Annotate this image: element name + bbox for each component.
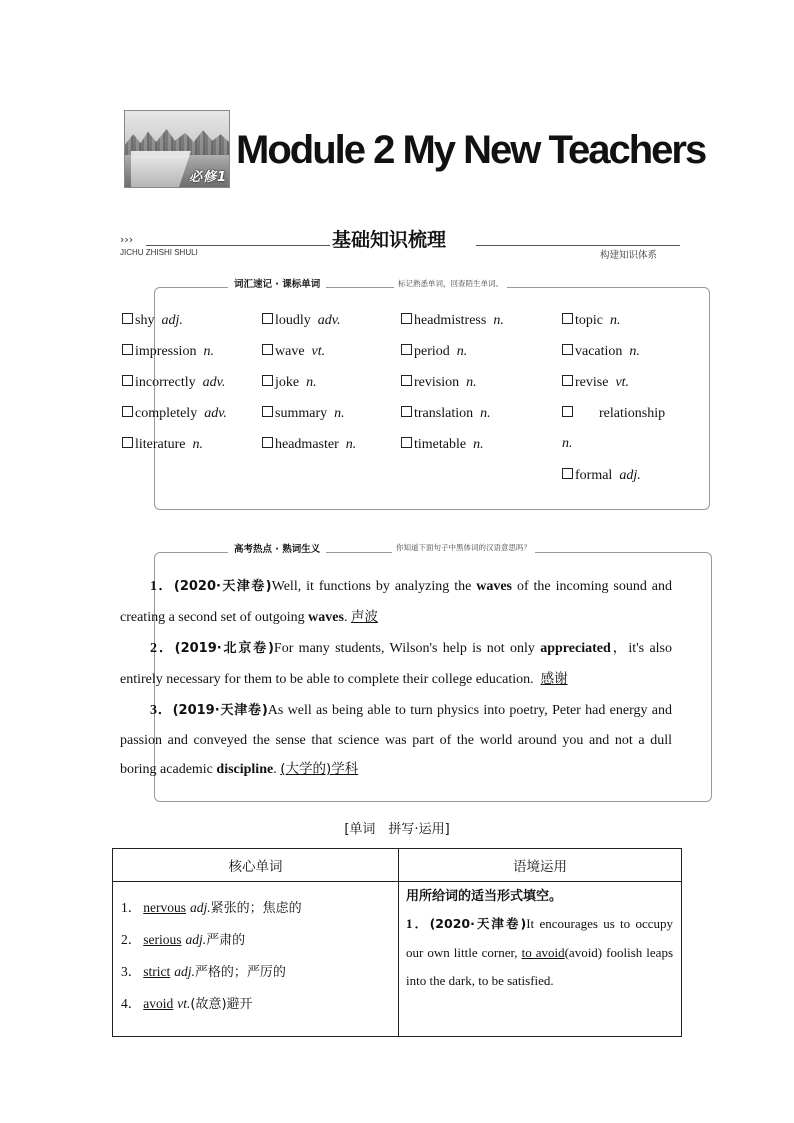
chevron-icon: ››› — [120, 233, 134, 246]
vocab-word: literature — [135, 437, 186, 452]
vocab-word: summary — [275, 406, 328, 421]
vocab-item — [262, 375, 317, 391]
hot-sentence-2: 2．(2019·北京卷)For many students, Wilson's help is not only appreciated，it's also entirely necessary for them to be able to complete their college education. 感谢 — [120, 641, 673, 687]
vocab-pos: n. — [466, 375, 477, 390]
vocab-word: revise — [575, 375, 609, 390]
core-word-row — [121, 924, 398, 956]
vocab-pos: n. — [473, 437, 484, 452]
vocab-word: joke — [275, 375, 300, 390]
core-word: strict — [143, 964, 171, 979]
source-tag: (2019·天津卷) — [172, 703, 268, 718]
checkbox-icon[interactable] — [262, 313, 273, 324]
vocab-item — [401, 406, 491, 422]
vocab-item — [122, 375, 225, 391]
vocab-item — [122, 313, 183, 329]
checkbox-icon[interactable] — [262, 437, 273, 448]
vocab-item — [401, 437, 484, 453]
core-meaning: 严格的；严厉的 — [194, 965, 286, 980]
vocab-box-hint: 标记熟悉单词，回查陌生单词。 — [394, 278, 507, 289]
vocab-pos: adv. — [202, 375, 226, 390]
vocab-table — [112, 848, 682, 1037]
vocab-item — [562, 375, 629, 391]
row-number: 4． — [121, 996, 142, 1011]
vocab-item — [122, 406, 227, 422]
page-title: Module 2 My New Teachers — [236, 128, 706, 172]
checkbox-icon[interactable] — [122, 375, 133, 386]
vocab-item — [262, 406, 345, 422]
checkbox-icon[interactable] — [562, 375, 573, 386]
exercise-1: 1．(2020·天津卷)It encourages us to occupy our own little corner, to avoid(avoid) foolish leaps into the dark, to be satisfied. — [406, 916, 673, 988]
vocab-word: translation — [414, 406, 474, 421]
vocab-pos: n. — [456, 344, 468, 359]
checkbox-icon[interactable] — [122, 406, 133, 417]
vocab-box-caption: 词汇速记 · 课标单词 — [228, 276, 326, 290]
vocab-pos: n. — [493, 313, 504, 328]
vocab-item — [262, 313, 340, 329]
checkbox-icon[interactable] — [122, 437, 133, 448]
checkbox-icon[interactable] — [401, 375, 412, 386]
core-pos: adj. — [185, 932, 207, 947]
core-meaning: (故意)避开 — [190, 997, 253, 1012]
vocab-item — [262, 437, 356, 453]
row-number: 1． — [121, 900, 142, 915]
core-words-cell — [113, 882, 399, 1037]
vocab-word: relationship — [599, 406, 666, 421]
vocab-word: timetable — [414, 437, 467, 452]
vocab-pos: n. — [192, 437, 204, 452]
vocab-word: wave — [275, 344, 305, 359]
vocab-item — [401, 344, 467, 360]
vocab-pos: vt. — [615, 375, 630, 390]
core-pos: adj. — [190, 900, 211, 915]
checkbox-icon[interactable] — [122, 344, 133, 355]
checkbox-icon[interactable] — [262, 375, 273, 386]
vocab-word: headmistress — [414, 313, 487, 328]
core-word-row — [121, 956, 398, 988]
context-cell — [399, 882, 682, 1037]
vocab-item — [122, 437, 203, 453]
section-subtitle: 构建知识体系 — [600, 250, 658, 261]
vocab-pos: adj. — [619, 468, 641, 483]
source-tag: (2020·天津卷) — [173, 579, 272, 594]
vocab-item — [401, 375, 477, 391]
vocab-pos: n. — [203, 344, 214, 359]
source-tag: (2020·天津卷) — [429, 916, 527, 931]
vocab-pos: vt. — [311, 344, 326, 359]
vocab-pos: adv. — [317, 313, 341, 328]
row-number: 2． — [121, 932, 142, 947]
instruction: 用所给词的适当形式填空。 — [406, 889, 563, 904]
hot-box-hint: 你知道下面句子中黑体词的汉语意思吗？ — [392, 542, 535, 553]
vocab-pos: n. — [345, 437, 357, 452]
checkbox-icon[interactable] — [562, 406, 573, 417]
core-meaning: 严肃的 — [206, 933, 246, 948]
vocab-word: formal — [575, 468, 613, 483]
hot-sentence-1: 1．(2020·天津卷)Well, it functions by analyzing the waves of the incoming sound and creating a second set of outgoing waves. 声波 — [120, 579, 672, 625]
row-number: 3． — [121, 964, 142, 979]
vocab-item — [122, 344, 214, 360]
section-pinyin: JICHU ZHISHI SHULI — [120, 248, 198, 257]
spelling-section-label: [单词 拼写·运用] — [344, 822, 450, 837]
vocab-word: shy — [135, 313, 155, 328]
vocab-pos: n. — [306, 375, 317, 390]
vocab-word: headmaster — [275, 437, 339, 452]
vocab-item — [262, 344, 325, 360]
core-word-list — [121, 892, 398, 1020]
checkbox-icon[interactable] — [262, 344, 273, 355]
answer: to avoid — [521, 944, 565, 960]
answer: 声波 — [350, 609, 378, 625]
checkbox-icon[interactable] — [401, 437, 412, 448]
vocab-pos: n. — [562, 436, 573, 451]
vocab-word: incorrectly — [135, 375, 196, 390]
vocab-pos: adv. — [204, 406, 227, 421]
answer: 感谢 — [540, 671, 568, 687]
hot-sentence-3: 3．(2019·天津卷)As well as being able to turn physics into poetry, Peter had energy and passion and conveyed the sense that science was part of the world around you and not a dull boring academic discipline. (大学的)学科 — [120, 703, 672, 777]
module-logo — [124, 110, 230, 188]
checkbox-icon[interactable] — [401, 313, 412, 324]
vocab-pos: n. — [334, 406, 345, 421]
vocab-word: revision — [414, 375, 460, 390]
core-word: nervous — [143, 900, 186, 915]
core-word: avoid — [143, 996, 174, 1011]
checkbox-icon[interactable] — [401, 406, 412, 417]
source-tag: (2019·北京卷) — [174, 641, 274, 656]
vocab-word: topic — [575, 313, 603, 328]
section-title: 基础知识梳理 — [332, 229, 447, 251]
vocab-word: impression — [135, 344, 197, 359]
vocab-pos: adj. — [161, 313, 183, 328]
logo-tag: 必修1 — [188, 170, 227, 185]
vocab-item — [562, 468, 641, 484]
checkbox-icon[interactable] — [562, 344, 573, 355]
core-pos: adj. — [174, 964, 195, 979]
vocab-word: completely — [135, 406, 198, 421]
checkbox-icon[interactable] — [122, 313, 133, 324]
vocab-item — [562, 313, 621, 329]
answer: (大学的)学科 — [280, 761, 359, 777]
vocab-pos: n. — [480, 406, 491, 421]
core-word-row — [121, 892, 398, 924]
vocab-word: vacation — [575, 344, 623, 359]
checkbox-icon[interactable] — [562, 313, 573, 324]
vocab-item — [401, 313, 504, 329]
core-pos: vt. — [177, 996, 191, 1011]
table-header-core: 核心单词 — [113, 849, 399, 882]
core-word-row — [121, 988, 398, 1020]
vocab-word: loudly — [275, 313, 311, 328]
vocab-item — [562, 406, 665, 452]
vocab-item — [562, 344, 640, 360]
checkbox-icon[interactable] — [562, 468, 573, 479]
hot-box-caption: 高考热点 · 熟词生义 — [228, 541, 326, 555]
divider — [146, 245, 330, 246]
divider — [476, 245, 680, 246]
vocab-word: period — [414, 344, 450, 359]
core-word: serious — [143, 932, 182, 947]
checkbox-icon[interactable] — [401, 344, 412, 355]
vocab-pos: n. — [629, 344, 640, 359]
checkbox-icon[interactable] — [262, 406, 273, 417]
logo-waterfall — [131, 151, 191, 187]
vocab-pos: n. — [610, 313, 621, 328]
core-meaning: 紧张的；焦虑的 — [210, 901, 302, 916]
table-header-context: 语境运用 — [399, 849, 682, 882]
